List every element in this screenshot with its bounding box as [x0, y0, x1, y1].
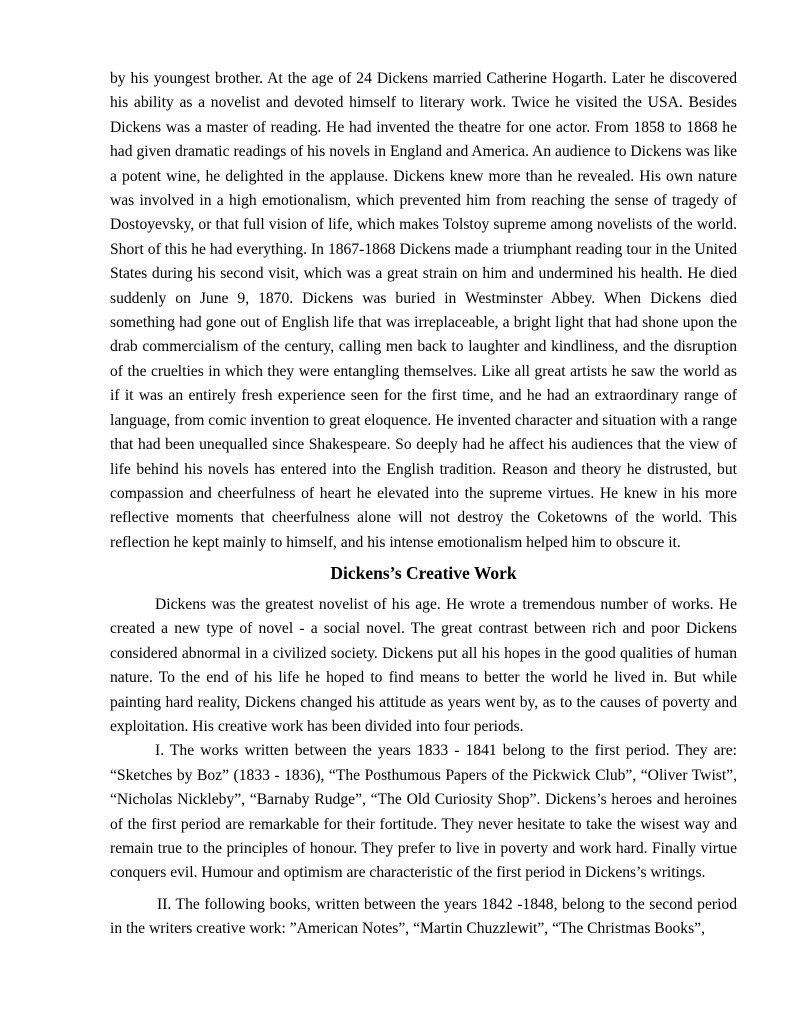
- second-period-section: [110, 893, 737, 942]
- intro-paragraph: by his youngest brother. At the age of 24 Dickens married Catherine Hogarth. Later he discovered his ability as a novelist and devoted himself to literary work. Twice he visited the USA. Besides Dickens was a master of reading. He had invented the theatre for one actor. From 1858 to 1868 he had given dramatic readings of his novels in England and America. An audience to Dickens was like a potent wine, he delighted in the applause. Dickens knew more than he revealed. His own nature was involved in a high emotionalism, which prevented him from reaching the sense of tragedy of Dostoyevsky, or that full vision of life, which makes Tolstoy supreme among novelists of the world. Short of this he had everything. In 1867-1868 Dickens made a triumphant reading tour in the United States during his second visit, which was a great strain on him and undermined his health. He died suddenly on June 9, 1870. Dickens was buried in Westminster Abbey. When Dickens died something had gone out of English life that was irreplaceable, a bright light that had shone upon the drab commercialism of the century, calling men back to laughter and kindliness, and the disruption of the cruelties in which they were entangling themselves. Like all great artists he saw the world as if it was an entirely fresh experience seen for the first time, and he had an extraordinary range of language, from comic invention to great eloquence. He invented character and situation with a range that had been unequalled since Shakespeare. So deeply had he affect his audiences that the view of life behind his novels has entered into the English tradition. Reason and theory he distrusted, but compassion and cheerfulness of heart he elevated into the supreme virtues. He knew in his more reflective moments that cheerfulness alone will not destroy the Coketowns of the world. This reflection he kept mainly to himself, and his intense emotionalism helped him to obscure it.: [110, 70, 737, 551]
- creative-work-section: [110, 593, 737, 886]
- section-heading: Dickens’s Creative Work: [330, 563, 517, 583]
- intro-section: [110, 67, 737, 555]
- first-period-paragraph: I. The works written between the years 1833 - 1841 belong to the first period. They are: “Sketches by Boz” (1833 - 1836), “The Posthumous Papers of the Pickwick Club”, “Oliver Twist”, “Nicholas Nickleby”, “Barnaby Rudge”, “The Old Curiosity Shop”. Dickens’s heroes and heroines of the first period are remarkable for their fortitude. They never hesitate to take the wisest way and remain true to the principles of honour. They prefer to live in poverty and work hard. Finally virtue conquers evil. Humour and optimism are characteristic of the first period in Dickens’s writings.: [110, 742, 737, 882]
- second-period-paragraph: II. The following books, written between the years 1842 -1848, belong to the second period in the writers creative work: ”American Notes”, “Martin Chuzzlewit”, “The Christmas Books”,: [110, 896, 737, 938]
- creative-paragraph: Dickens was the greatest novelist of his age. He wrote a tremendous number of works. He created a new type of novel - a social novel. The great contrast between rich and poor Dickens considered abnormal in a civilized society. Dickens put all his hopes in the good qualities of human nature. To the end of his life he hoped to find means to better the world he lived in. But while painting hard reality, Dickens changed his attitude as years went by, as to the causes of poverty and exploitation. His creative work has been divided into four periods.: [110, 596, 737, 736]
